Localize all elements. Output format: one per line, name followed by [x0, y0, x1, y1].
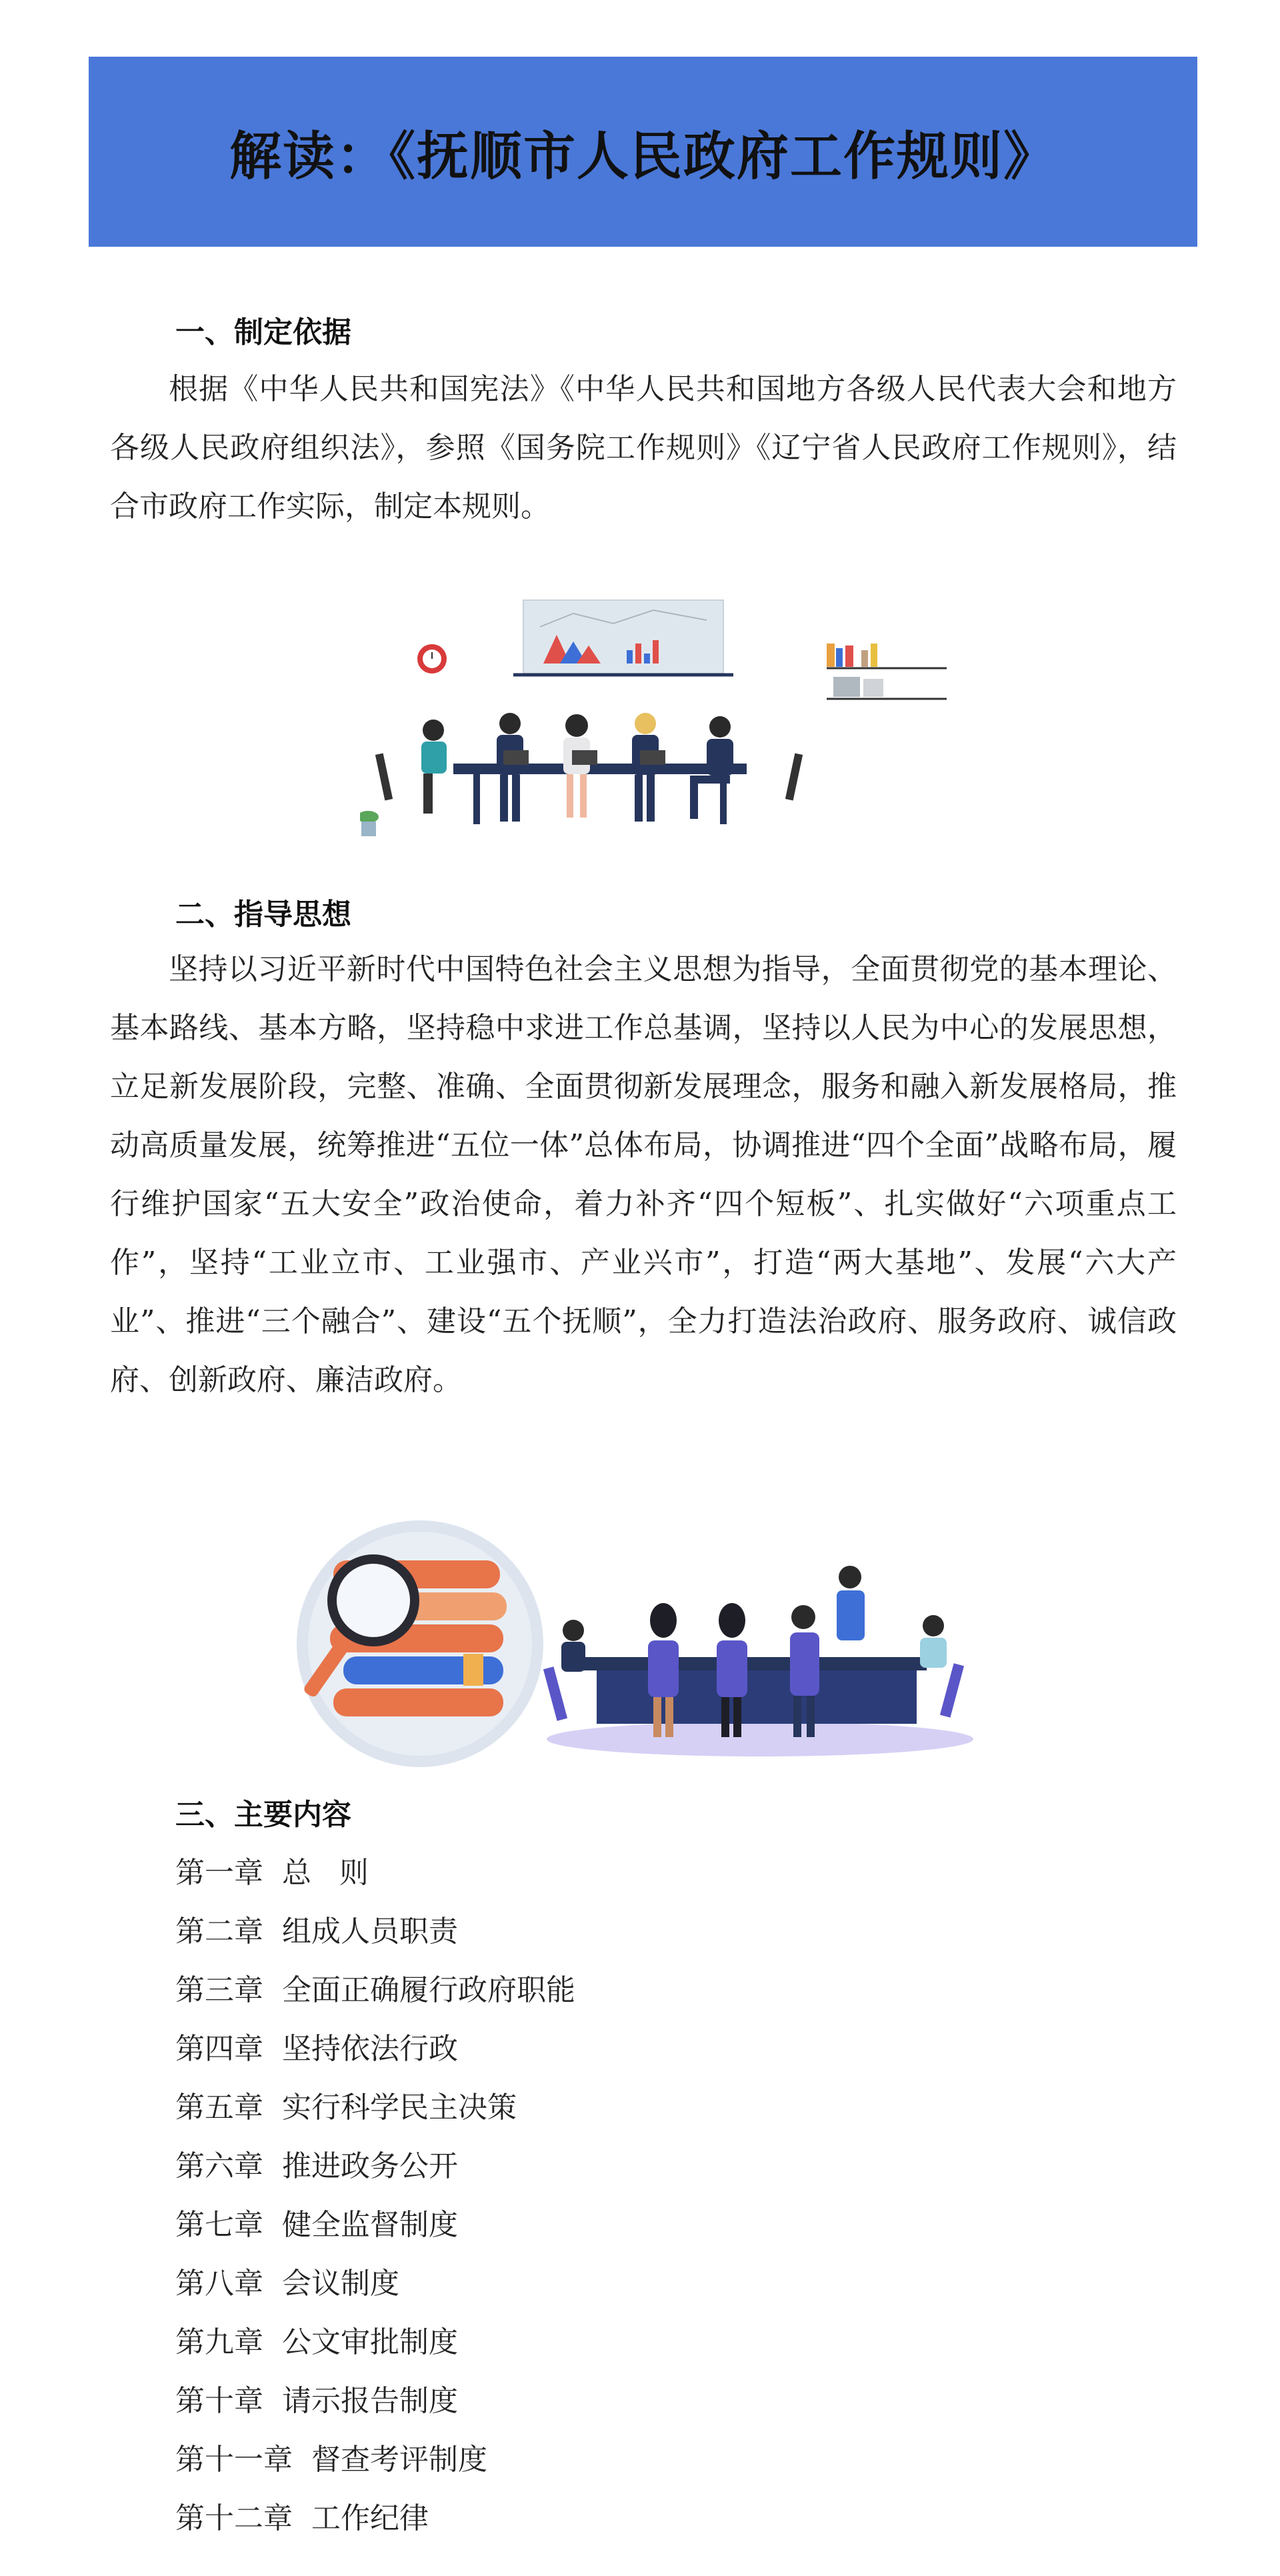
chapter-item: 第二章 组成人员职责: [175, 1914, 458, 1949]
chapter-item: 第三章 全面正确履行政府职能: [175, 1973, 575, 2007]
chapter-item: 第七章 健全监督制度: [175, 2208, 458, 2242]
chapter-item: 第十章 请示报告制度: [175, 2384, 458, 2418]
study-meeting-illustration: [293, 1514, 993, 1780]
bookmark: [463, 1654, 483, 1686]
section-heading-basis: 一、制定依据: [175, 315, 351, 349]
section-heading-main-contents: 三、主要内容: [175, 1798, 351, 1832]
meeting-room-illustration: [360, 587, 973, 854]
chapter-item: 第一章 总 则: [175, 1856, 369, 1890]
section-body-basis: 根据《中华人民共和国宪法》《中华人民共和国地方各级人民代表大会和地方各级人民政府组织法》，参照《国务院工作规则》《辽宁省人民政府工作规则》，结合市政府工作实际，制定本规则。: [110, 372, 1177, 523]
person-figure: [421, 720, 447, 814]
chapter-list: [175, 1844, 575, 2548]
chapter-item: 第四章 坚持依法行政: [175, 2032, 458, 2066]
chapter-item: 第五章 实行科学民主决策: [175, 2091, 517, 2125]
person-figure: [497, 713, 523, 822]
person-figure: [837, 1566, 865, 1640]
person-figure: [563, 714, 590, 818]
plant-icon: [360, 811, 379, 836]
chapter-item: 第十二章 工作纪律: [175, 2501, 429, 2535]
person-figure: [632, 713, 659, 822]
person-figure: [561, 1620, 585, 1672]
person-figure: [920, 1615, 947, 1668]
chapter-item: 第九章 公文审批制度: [175, 2325, 458, 2359]
section-heading-guiding-ideology: 二、指导思想: [175, 898, 351, 932]
chapter-item: 第十一章 督查考评制度: [175, 2443, 487, 2477]
title-banner: [89, 57, 1197, 247]
section-body-guiding-ideology: 坚持以习近平新时代中国特色社会主义思想为指导，全面贯彻党的基本理论、基本路线、基本方略，坚持稳中求进工作总基调，坚持以人民为中心的发展思想，立足新发展阶段，完整、准确、全面贯彻新发展理念，服务和融入新发展格局，推动高质量发展，统筹推进“五位一体”总体布局，协调推进“四个全面”战略布局，履行维护国家“五大安全”政治使命，着力补齐“四个短板”、扎实做好“六项重点工作”，坚持“工业立市、工业强市、产业兴市”，打造“两大基地”、发展“六大产业”、推进“三个融合”、建设“五个抚顺”，全力打造法治政府、服务政府、诚信政府、创新政府、廉洁政府。: [110, 952, 1177, 1397]
chapter-item: 第六章 推进政务公开: [175, 2149, 458, 2183]
shelf-icon: [827, 643, 947, 699]
meeting-table: [580, 1657, 927, 1670]
chapter-item: 第八章 会议制度: [175, 2267, 399, 2301]
page-title: 解读：《抚顺市人民政府工作规则》: [229, 126, 1057, 187]
